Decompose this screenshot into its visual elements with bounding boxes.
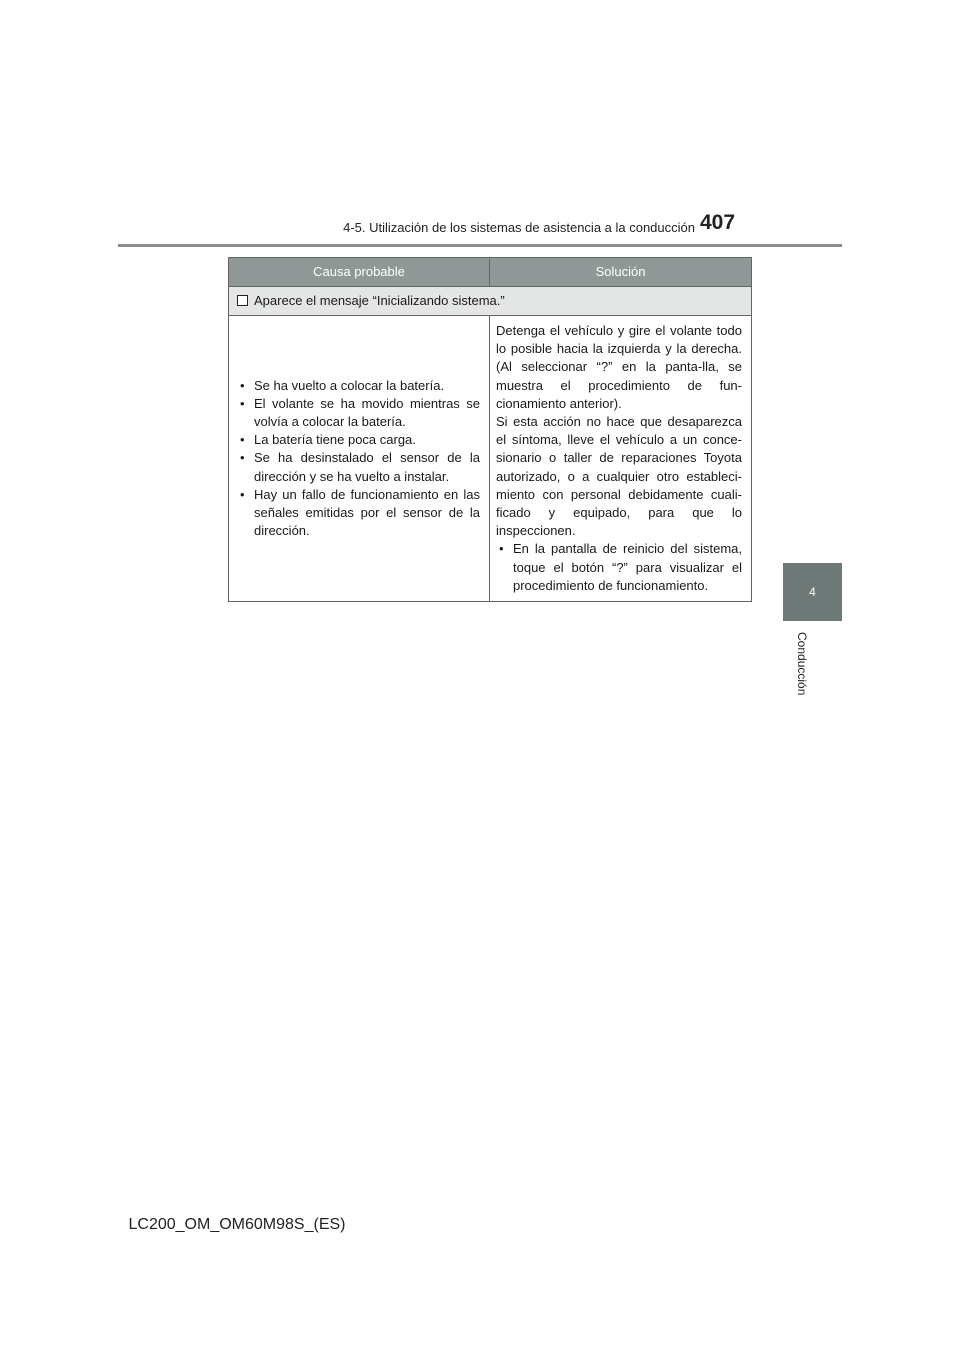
table-row bbox=[229, 316, 752, 602]
section-title: 4-5. Utilización de los sistemas de asistencia a la conducción bbox=[343, 220, 695, 235]
list-item: • La batería tiene poca carga. bbox=[237, 431, 480, 449]
list-item: • En la pantalla de reinicio del sistema, toque el botón “?” para visualizar el procedimiento de funcionamiento. bbox=[496, 540, 742, 595]
troubleshooting-table bbox=[228, 257, 752, 602]
chapter-name: Conducción bbox=[795, 632, 809, 696]
checkbox-square-icon bbox=[237, 295, 248, 306]
list-item: • Hay un fallo de funcionamiento en las señales emitidas por el sensor de la dirección. bbox=[237, 486, 480, 541]
solution-paragraph: Detenga el vehículo y gire el volante todo lo posible hacia la izquierda y la derecha. (Al seleccionar “?” en la panta-lla, se muestra el procedimiento de fun-cionamiento anterior). bbox=[496, 323, 742, 411]
section-heading-cell bbox=[229, 287, 752, 316]
solution-paragraph: Si esta acción no hace que desaparezca el síntoma, lleve el vehículo a un conce-sionario o taller de reparaciones Toyota autorizado, o a cualquier otro estableci-miento con personal debidamente cuali-ficado y equipado, para que lo inspeccionen. bbox=[496, 414, 742, 539]
solution-cell bbox=[490, 316, 752, 602]
list-item: • El volante se ha movido mientras se volvía a colocar la batería. bbox=[237, 395, 480, 431]
list-item: • Se ha vuelto a colocar la batería. bbox=[237, 377, 480, 395]
chapter-tab bbox=[783, 563, 842, 621]
table-header-row bbox=[229, 258, 752, 287]
solution-list bbox=[496, 540, 742, 595]
header-divider bbox=[118, 244, 842, 247]
cause-list bbox=[237, 377, 480, 541]
list-item: • Se ha desinstalado el sensor de la dirección y se ha vuelto a instalar. bbox=[237, 449, 480, 485]
section-heading: Aparece el mensaje “Inicializando sistema.” bbox=[254, 292, 505, 308]
document-code: LC200_OM_OM60M98S_(ES) bbox=[128, 1216, 346, 1233]
chapter-number: 4 bbox=[809, 585, 816, 599]
column-header-solution: Solución bbox=[490, 258, 752, 287]
column-header-cause: Causa probable bbox=[229, 258, 490, 287]
table-section-row bbox=[229, 287, 752, 316]
cause-cell bbox=[229, 316, 490, 602]
page-number: 407 bbox=[700, 211, 736, 234]
